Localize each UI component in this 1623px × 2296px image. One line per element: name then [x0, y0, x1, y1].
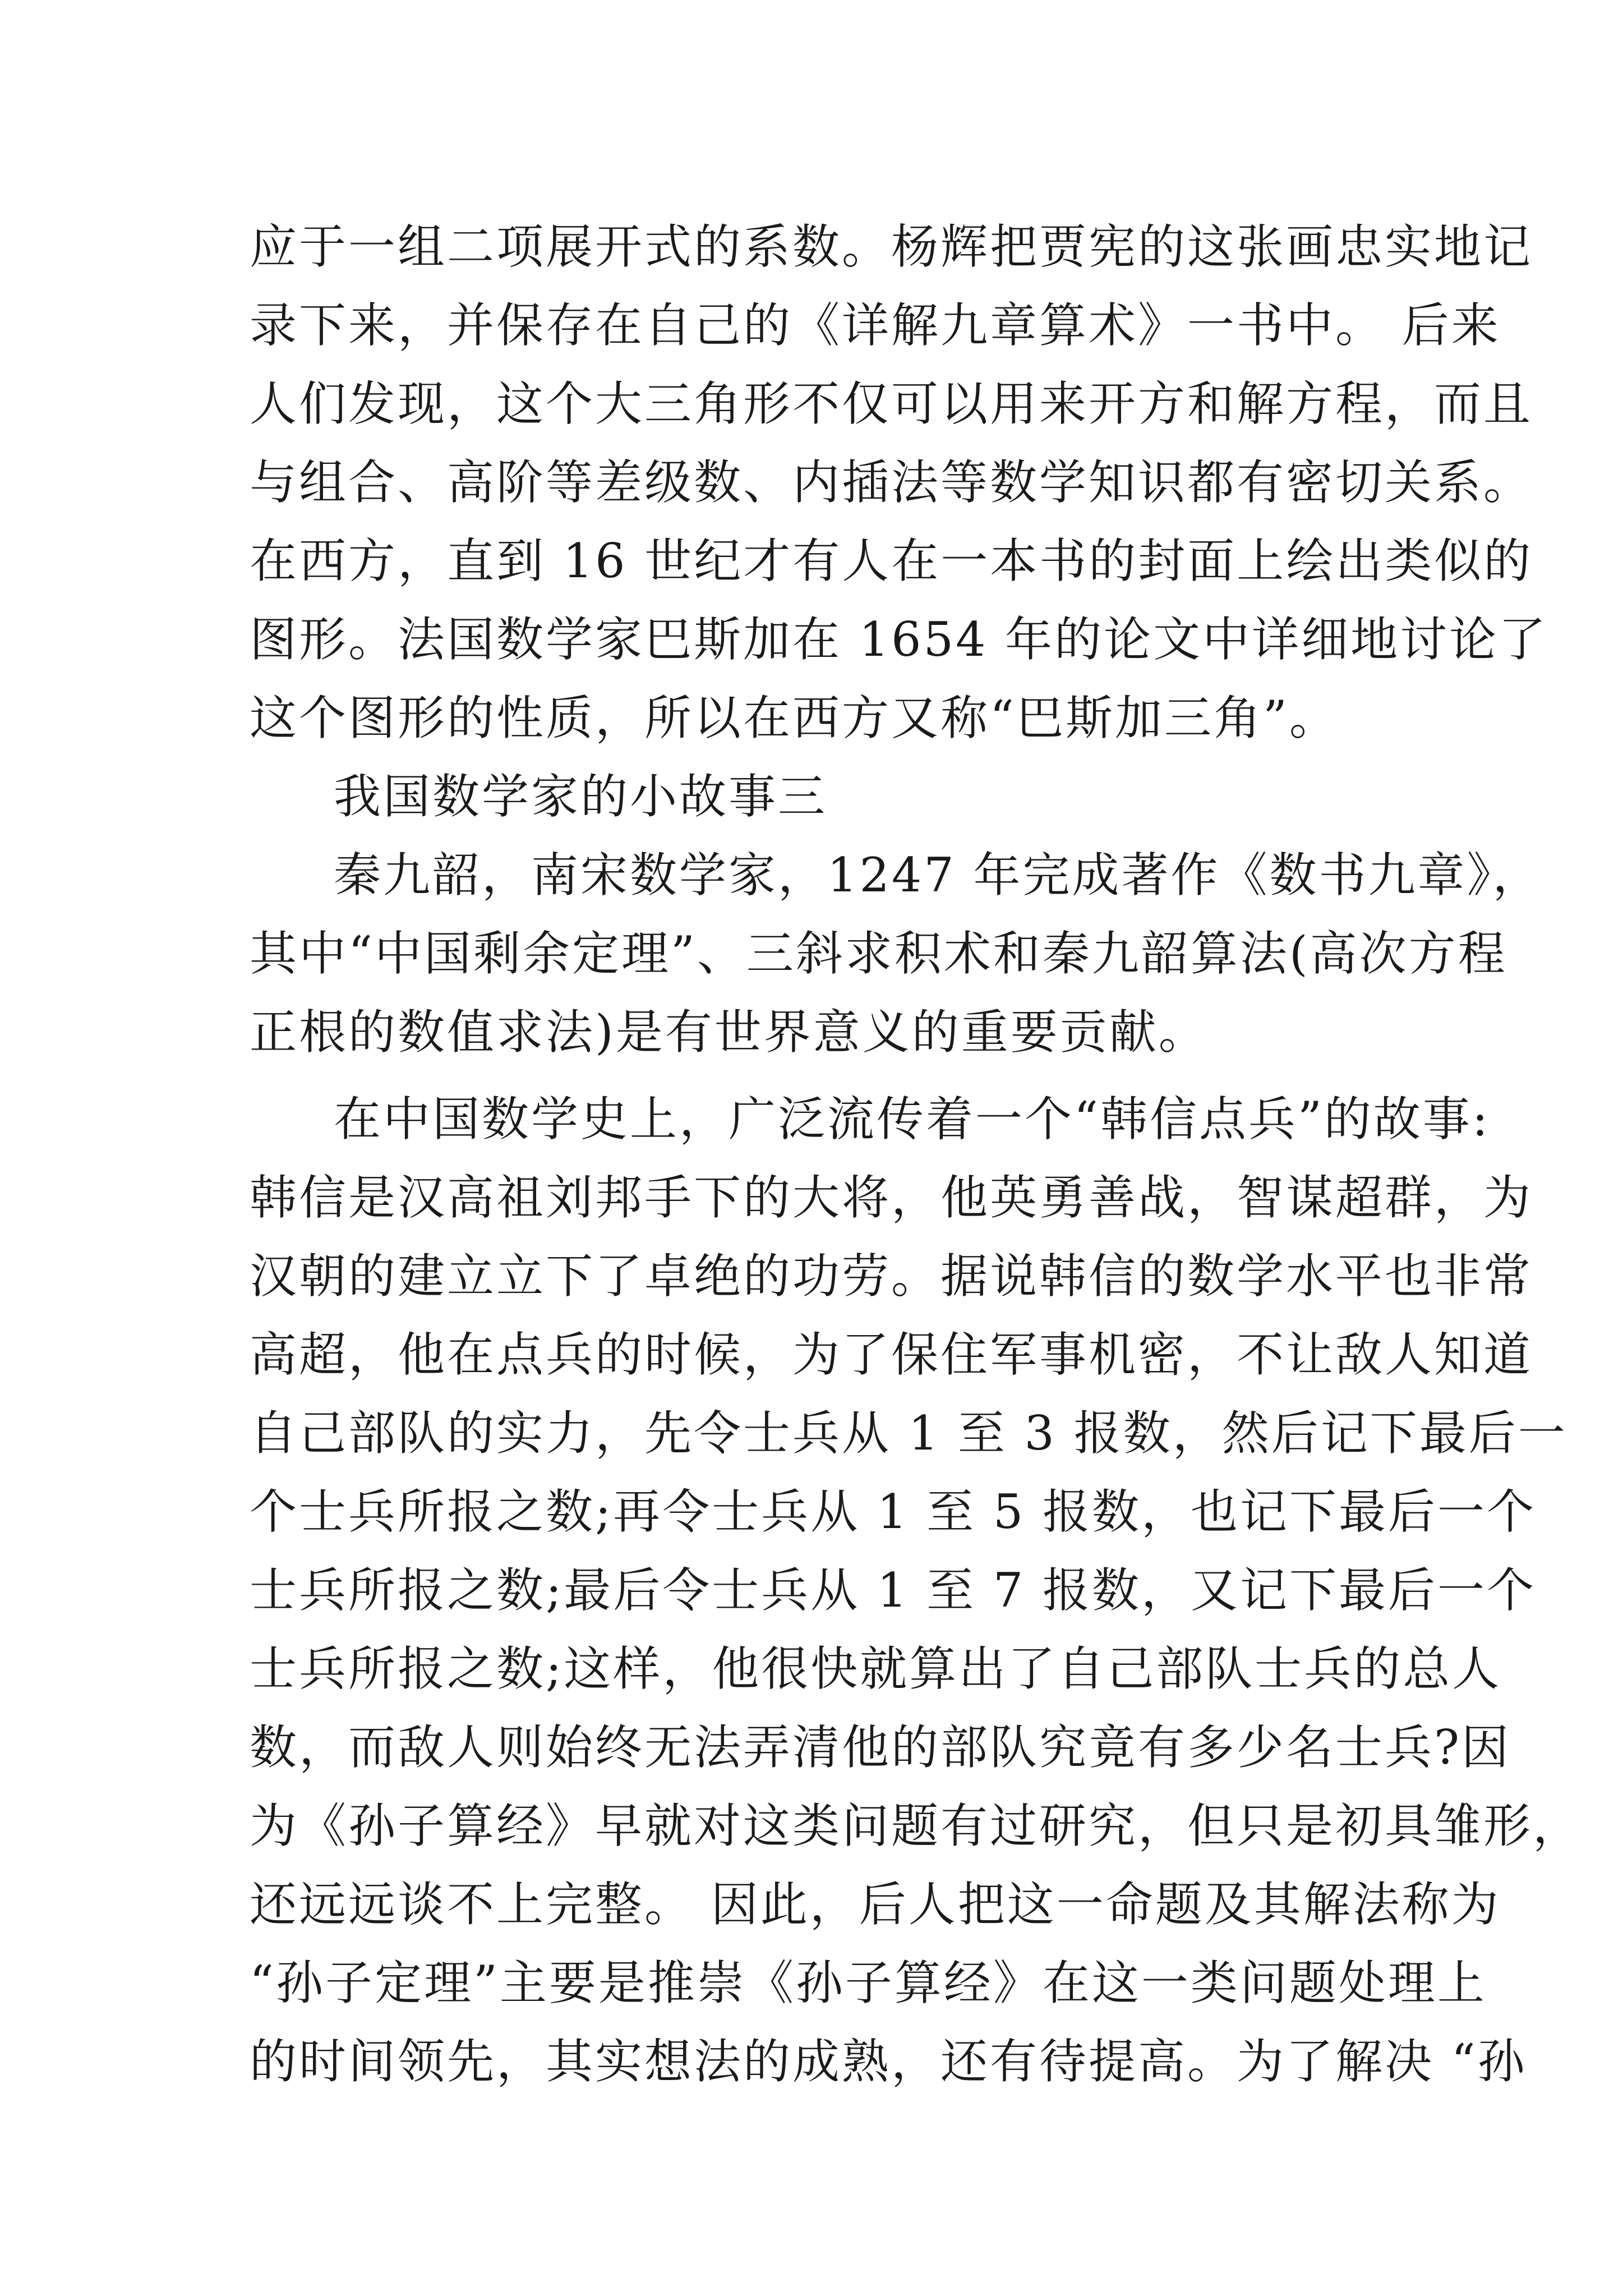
text-line: 高超，他在点兵的时候，为了保住军事机密，不让敌人知道 — [250, 1327, 1533, 1382]
section-heading: 我国数学家的小故事三 — [334, 769, 828, 824]
text-line: 士兵所报之数;最后令士兵从 1 至 7 报数，又记下最后一个 — [250, 1563, 1536, 1618]
text-line: 自己部队的实力，先令士兵从 1 至 3 报数，然后记下最后一 — [250, 1406, 1567, 1461]
text-line: 应于一组二项展开式的系数。杨辉把贾宪的这张画忠实地记 — [250, 219, 1533, 274]
text-line: 与组合、高阶等差级数、内插法等数学知识都有密切关系。 — [250, 455, 1533, 510]
text-line: 在中国数学史上，广泛流传着一个“韩信点兵”的故事: — [334, 1092, 1491, 1147]
text-line: 图形。法国数学家巴斯加在 1654 年的论文中详细地讨论了 — [250, 612, 1548, 667]
text-line: “孙子定理”主要是推崇《孙子算经》在这一类问题处理上 — [250, 1955, 1487, 2010]
text-line: 人们发现，这个大三角形不仅可以用来开方和解方程，而且 — [250, 376, 1533, 431]
text-line: 为《孙子算经》早就对这类问题有过研究，但只是初具雏形， — [250, 1798, 1583, 1853]
text-line: 韩信是汉高祖刘邦手下的大将，他英勇善战，智谋超群，为 — [250, 1170, 1533, 1225]
text-line: 在西方，直到 16 世纪才有人在一本书的封面上绘出类似的 — [250, 533, 1533, 588]
text-line: 数，而敌人则始终无法弄清他的部队究竟有多少名士兵?因 — [250, 1720, 1511, 1775]
text-line: 汉朝的建立立下了卓绝的功劳。据说韩信的数学水平也非常 — [250, 1249, 1533, 1304]
text-line: 秦九韶，南宋数学家，1247 年完成著作《数书九章》， — [334, 848, 1542, 903]
text-line: 还远远谈不上完整。 因此，后人把这一命题及其解法称为 — [250, 1877, 1501, 1932]
text-line: 录下来，并保存在自己的《详解九章算术》一书中。 后来 — [250, 298, 1501, 353]
text-line: 这个图形的性质，所以在西方又称“巴斯加三角”。 — [250, 691, 1339, 746]
text-line: 个士兵所报之数;再令士兵从 1 至 5 报数，也记下最后一个 — [250, 1484, 1536, 1539]
text-line: 正根的数值求法)是有世界意义的重要贡献。 — [250, 1005, 1208, 1060]
text-line: 的时间领先，其实想法的成熟，还有待提高。为了解决 “孙 — [250, 2034, 1527, 2089]
text-line: 士兵所报之数;这样，他很快就算出了自己部队士兵的总人 — [250, 1641, 1502, 1696]
text-line: 其中“中国剩余定理”、三斜求积术和秦九韶算法(高次方程 — [250, 926, 1507, 981]
